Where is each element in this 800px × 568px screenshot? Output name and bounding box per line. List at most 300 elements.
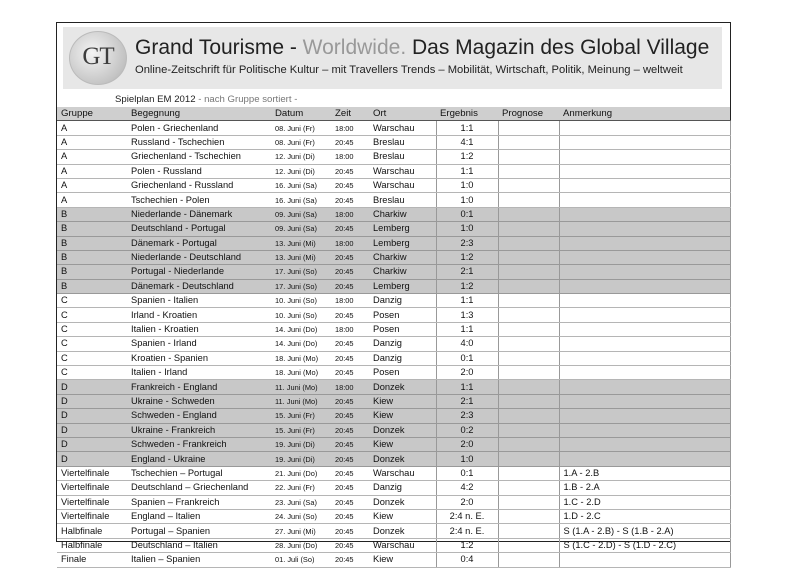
cell-gruppe: C [57, 322, 127, 336]
cell-gruppe: A [57, 193, 127, 207]
cell-datum: 08. Juni (Fr) [271, 121, 331, 135]
cell-datum: 08. Juni (Fr) [271, 135, 331, 149]
cell-begegnung: Kroatien - Spanien [127, 351, 271, 365]
cell-prognose [498, 380, 559, 394]
cell-begegnung: Tschechien - Polen [127, 193, 271, 207]
cell-gruppe: C [57, 294, 127, 308]
table-row [57, 121, 730, 135]
cell-datum: 01. Juli (So) [271, 553, 331, 567]
table-row [57, 437, 730, 451]
cell-ergebnis: 0:1 [436, 207, 498, 221]
cell-prognose [498, 337, 559, 351]
cell-zeit: 20:45 [331, 509, 369, 523]
cell-ort: Danzig [369, 337, 436, 351]
cell-gruppe: B [57, 265, 127, 279]
cell-ort: Posen [369, 308, 436, 322]
cell-ort: Warschau [369, 164, 436, 178]
cell-prognose [498, 437, 559, 451]
table-row [57, 178, 730, 192]
cell-gruppe: C [57, 308, 127, 322]
cell-zeit: 20:45 [331, 452, 369, 466]
table-row [57, 193, 730, 207]
cell-gruppe: Viertelfinale [57, 495, 127, 509]
cell-datum: 28. Juni (Do) [271, 538, 331, 552]
cell-begegnung: Frankreich - England [127, 380, 271, 394]
cell-anmerkung [559, 207, 730, 221]
cell-datum: 17. Juni (So) [271, 265, 331, 279]
cell-gruppe: D [57, 452, 127, 466]
cell-gruppe: A [57, 135, 127, 149]
cell-begegnung: Tschechien – Portugal [127, 466, 271, 480]
cell-prognose [498, 193, 559, 207]
cell-prognose [498, 236, 559, 250]
cell-zeit: 20:45 [331, 265, 369, 279]
cell-begegnung: Spanien – Frankreich [127, 495, 271, 509]
cell-datum: 15. Juni (Fr) [271, 409, 331, 423]
cell-datum: 22. Juni (Fr) [271, 481, 331, 495]
cell-anmerkung [559, 222, 730, 236]
cell-datum: 09. Juni (Sa) [271, 207, 331, 221]
cell-ergebnis: 4:0 [436, 337, 498, 351]
cell-datum: 09. Juni (Sa) [271, 222, 331, 236]
cell-zeit: 20:45 [331, 337, 369, 351]
cell-anmerkung [559, 553, 730, 567]
cell-ergebnis: 2:0 [436, 437, 498, 451]
cell-prognose [498, 509, 559, 523]
cell-ergebnis: 2:3 [436, 409, 498, 423]
cell-anmerkung: 1.D - 2.C [559, 509, 730, 523]
cell-ort: Warschau [369, 178, 436, 192]
cell-ort: Kiew [369, 509, 436, 523]
col-header-ort: Ort [369, 107, 436, 121]
cell-ort: Danzig [369, 351, 436, 365]
cell-begegnung: Dänemark - Deutschland [127, 279, 271, 293]
cell-ergebnis: 2:1 [436, 265, 498, 279]
brand-main: Grand Tourisme - [135, 36, 303, 59]
cell-zeit: 20:45 [331, 394, 369, 408]
schedule-title [115, 94, 297, 105]
cell-datum: 27. Juni (Mi) [271, 524, 331, 538]
cell-gruppe: Finale [57, 553, 127, 567]
cell-begegnung: Deutschland - Portugal [127, 222, 271, 236]
brand-gray: Worldwide. [302, 36, 407, 59]
table-row [57, 351, 730, 365]
cell-gruppe: C [57, 366, 127, 380]
cell-datum: 13. Juni (Mi) [271, 236, 331, 250]
cell-ort: Posen [369, 366, 436, 380]
cell-begegnung: England – Italien [127, 509, 271, 523]
cell-prognose [498, 452, 559, 466]
cell-prognose [498, 538, 559, 552]
cell-begegnung: Schweden - Frankreich [127, 437, 271, 451]
cell-zeit: 18:00 [331, 207, 369, 221]
cell-ort: Donzek [369, 452, 436, 466]
cell-ort: Lemberg [369, 236, 436, 250]
cell-begegnung: Spanien - Irland [127, 337, 271, 351]
cell-begegnung: Deutschland – Italien [127, 538, 271, 552]
cell-prognose [498, 265, 559, 279]
col-header-gruppe: Gruppe [57, 107, 127, 121]
cell-prognose [498, 481, 559, 495]
cell-gruppe: D [57, 423, 127, 437]
table-row [57, 452, 730, 466]
cell-prognose [498, 250, 559, 264]
cell-ort: Charkiw [369, 265, 436, 279]
cell-ort: Warschau [369, 538, 436, 552]
cell-ort: Charkiw [369, 250, 436, 264]
cell-gruppe: A [57, 150, 127, 164]
cell-ort: Danzig [369, 294, 436, 308]
cell-ergebnis: 1:0 [436, 222, 498, 236]
brand-rest: Das Magazin des Global Village [406, 36, 710, 59]
cell-begegnung: Ukraine - Schweden [127, 394, 271, 408]
cell-begegnung: Italien - Irland [127, 366, 271, 380]
cell-ergebnis: 1:3 [436, 308, 498, 322]
cell-gruppe: Viertelfinale [57, 481, 127, 495]
cell-prognose [498, 294, 559, 308]
cell-ort: Kiew [369, 394, 436, 408]
cell-ort: Charkiw [369, 207, 436, 221]
cell-zeit: 20:45 [331, 222, 369, 236]
cell-ort: Posen [369, 322, 436, 336]
cell-datum: 11. Juni (Mo) [271, 380, 331, 394]
cell-zeit: 18:00 [331, 121, 369, 135]
cell-anmerkung [559, 135, 730, 149]
cell-prognose [498, 423, 559, 437]
table-row [57, 337, 730, 351]
cell-zeit: 20:45 [331, 437, 369, 451]
cell-datum: 10. Juni (So) [271, 308, 331, 322]
cell-anmerkung: 1.A - 2.B [559, 466, 730, 480]
cell-datum: 10. Juni (So) [271, 294, 331, 308]
col-header-ergebnis: Ergebnis [436, 107, 498, 121]
table-row [57, 294, 730, 308]
cell-anmerkung: S (1.C - 2.D) - S (1.D - 2.C) [559, 538, 730, 552]
cell-gruppe: Halbfinale [57, 524, 127, 538]
table-row [57, 322, 730, 336]
table-row [57, 553, 730, 567]
document-page [56, 22, 731, 565]
cell-zeit: 20:45 [331, 524, 369, 538]
cell-begegnung: Ukraine - Frankreich [127, 423, 271, 437]
cell-gruppe: B [57, 207, 127, 221]
cell-zeit: 20:45 [331, 135, 369, 149]
cell-datum: 17. Juni (So) [271, 279, 331, 293]
cell-ergebnis: 1:1 [436, 380, 498, 394]
cell-ergebnis: 0:1 [436, 466, 498, 480]
cell-anmerkung [559, 437, 730, 451]
cell-datum: 18. Juni (Mo) [271, 351, 331, 365]
cell-anmerkung [559, 351, 730, 365]
table-row [57, 509, 730, 523]
cell-anmerkung [559, 236, 730, 250]
cell-prognose [498, 351, 559, 365]
cell-prognose [498, 164, 559, 178]
cell-prognose [498, 222, 559, 236]
cell-anmerkung [559, 337, 730, 351]
cell-ort: Donzek [369, 423, 436, 437]
cell-anmerkung [559, 150, 730, 164]
cell-datum: 18. Juni (Mo) [271, 366, 331, 380]
gt-logo-icon [69, 31, 127, 85]
cell-ergebnis: 4:2 [436, 481, 498, 495]
cell-prognose [498, 466, 559, 480]
cell-anmerkung [559, 121, 730, 135]
cell-ort: Kiew [369, 553, 436, 567]
cell-begegnung: Polen - Griechenland [127, 121, 271, 135]
cell-begegnung: Italien - Kroatien [127, 322, 271, 336]
cell-zeit: 18:00 [331, 236, 369, 250]
cell-zeit: 18:00 [331, 150, 369, 164]
cell-ergebnis: 1:2 [436, 250, 498, 264]
logo-text: GT [82, 43, 114, 70]
schedule-table [57, 107, 731, 568]
cell-datum: 23. Juni (Sa) [271, 495, 331, 509]
cell-prognose [498, 121, 559, 135]
cell-ergebnis: 1:2 [436, 279, 498, 293]
cell-datum: 12. Juni (Di) [271, 164, 331, 178]
cell-prognose [498, 322, 559, 336]
cell-ort: Donzek [369, 380, 436, 394]
cell-ort: Lemberg [369, 279, 436, 293]
cell-anmerkung [559, 294, 730, 308]
cell-prognose [498, 524, 559, 538]
cell-datum: 19. Juni (Di) [271, 452, 331, 466]
cell-zeit: 18:00 [331, 380, 369, 394]
cell-ort: Breslau [369, 150, 436, 164]
cell-ergebnis: 1:0 [436, 178, 498, 192]
cell-ergebnis: 1:0 [436, 452, 498, 466]
cell-prognose [498, 178, 559, 192]
cell-anmerkung [559, 409, 730, 423]
cell-datum: 16. Juni (Sa) [271, 193, 331, 207]
table-row [57, 207, 730, 221]
masthead [63, 27, 722, 89]
col-header-prognose: Prognose [498, 107, 559, 121]
cell-begegnung: Russland - Tschechien [127, 135, 271, 149]
cell-gruppe: D [57, 437, 127, 451]
cell-gruppe: Viertelfinale [57, 466, 127, 480]
table-row [57, 394, 730, 408]
cell-ort: Donzek [369, 524, 436, 538]
cell-anmerkung [559, 265, 730, 279]
cell-anmerkung [559, 423, 730, 437]
cell-gruppe: A [57, 178, 127, 192]
cell-zeit: 20:45 [331, 466, 369, 480]
cell-datum: 24. Juni (So) [271, 509, 331, 523]
cell-begegnung: Spanien - Italien [127, 294, 271, 308]
brand-title [135, 36, 709, 60]
cell-anmerkung [559, 322, 730, 336]
cell-ergebnis: 1:1 [436, 164, 498, 178]
table-header-row [57, 107, 730, 121]
table-row [57, 279, 730, 293]
cell-gruppe: B [57, 279, 127, 293]
cell-gruppe: C [57, 351, 127, 365]
cell-ergebnis: 1:1 [436, 294, 498, 308]
table-row [57, 380, 730, 394]
cell-zeit: 20:45 [331, 279, 369, 293]
cell-gruppe: A [57, 164, 127, 178]
table-row [57, 409, 730, 423]
cell-ort: Danzig [369, 481, 436, 495]
cell-anmerkung [559, 250, 730, 264]
cell-datum: 13. Juni (Mi) [271, 250, 331, 264]
cell-anmerkung: S (1.A - 2.B) - S (1.B - 2.A) [559, 524, 730, 538]
cell-datum: 12. Juni (Di) [271, 150, 331, 164]
schedule-sort-note: - nach Gruppe sortiert - [195, 94, 298, 105]
table-row [57, 495, 730, 509]
cell-zeit: 20:45 [331, 351, 369, 365]
cell-zeit: 20:45 [331, 366, 369, 380]
table-row [57, 423, 730, 437]
cell-ergebnis: 2:4 n. E. [436, 509, 498, 523]
cell-ergebnis: 1:0 [436, 193, 498, 207]
cell-begegnung: Portugal – Spanien [127, 524, 271, 538]
cell-gruppe: Halbfinale [57, 538, 127, 552]
cell-zeit: 18:00 [331, 294, 369, 308]
cell-ergebnis: 0:4 [436, 553, 498, 567]
cell-gruppe: B [57, 236, 127, 250]
table-row [57, 481, 730, 495]
table-row [57, 265, 730, 279]
cell-gruppe: D [57, 409, 127, 423]
cell-ergebnis: 1:1 [436, 121, 498, 135]
cell-ort: Breslau [369, 193, 436, 207]
cell-datum: 19. Juni (Di) [271, 437, 331, 451]
table-row [57, 135, 730, 149]
col-header-zeit: Zeit [331, 107, 369, 121]
cell-begegnung: Schweden - England [127, 409, 271, 423]
cell-prognose [498, 409, 559, 423]
cell-ort: Breslau [369, 135, 436, 149]
cell-ort: Kiew [369, 409, 436, 423]
cell-anmerkung [559, 279, 730, 293]
cell-prognose [498, 394, 559, 408]
cell-ort: Lemberg [369, 222, 436, 236]
col-header-anmerkung: Anmerkung [559, 107, 730, 121]
cell-ort: Donzek [369, 495, 436, 509]
cell-ergebnis: 4:1 [436, 135, 498, 149]
cell-gruppe: C [57, 337, 127, 351]
table-row [57, 524, 730, 538]
cell-prognose [498, 553, 559, 567]
table-row [57, 222, 730, 236]
cell-datum: 21. Juni (Do) [271, 466, 331, 480]
table-row [57, 164, 730, 178]
cell-zeit: 20:45 [331, 409, 369, 423]
table-row [57, 366, 730, 380]
cell-begegnung: England - Ukraine [127, 452, 271, 466]
cell-anmerkung: 1.B - 2.A [559, 481, 730, 495]
cell-gruppe: A [57, 121, 127, 135]
cell-datum: 16. Juni (Sa) [271, 178, 331, 192]
cell-begegnung: Niederlande - Dänemark [127, 207, 271, 221]
cell-anmerkung [559, 178, 730, 192]
cell-ergebnis: 1:2 [436, 538, 498, 552]
cell-ort: Warschau [369, 466, 436, 480]
cell-ergebnis: 2:3 [436, 236, 498, 250]
cell-ergebnis: 1:1 [436, 322, 498, 336]
cell-gruppe: Viertelfinale [57, 509, 127, 523]
cell-zeit: 20:45 [331, 164, 369, 178]
cell-ergebnis: 2:1 [436, 394, 498, 408]
cell-ort: Warschau [369, 121, 436, 135]
cell-ergebnis: 1:2 [436, 150, 498, 164]
cell-ergebnis: 2:4 n. E. [436, 524, 498, 538]
cell-anmerkung [559, 193, 730, 207]
cell-ergebnis: 2:0 [436, 366, 498, 380]
cell-anmerkung: 1.C - 2.D [559, 495, 730, 509]
cell-begegnung: Portugal - Niederlande [127, 265, 271, 279]
table-body [57, 121, 730, 567]
cell-ergebnis: 2:0 [436, 495, 498, 509]
cell-prognose [498, 495, 559, 509]
cell-ergebnis: 0:2 [436, 423, 498, 437]
cell-begegnung: Irland - Kroatien [127, 308, 271, 322]
cell-anmerkung [559, 380, 730, 394]
cell-zeit: 20:45 [331, 193, 369, 207]
cell-datum: 14. Juni (Do) [271, 322, 331, 336]
cell-zeit: 20:45 [331, 538, 369, 552]
cell-begegnung: Niederlande - Deutschland [127, 250, 271, 264]
col-header-datum: Datum [271, 107, 331, 121]
cell-prognose [498, 135, 559, 149]
cell-begegnung: Griechenland - Tschechien [127, 150, 271, 164]
cell-anmerkung [559, 164, 730, 178]
cell-prognose [498, 150, 559, 164]
cell-begegnung: Griechenland - Russland [127, 178, 271, 192]
col-header-begegnung: Begegnung [127, 107, 271, 121]
cell-zeit: 20:45 [331, 250, 369, 264]
table-row [57, 236, 730, 250]
cell-zeit: 20:45 [331, 423, 369, 437]
cell-zeit: 18:00 [331, 322, 369, 336]
cell-anmerkung [559, 394, 730, 408]
cell-begegnung: Italien – Spanien [127, 553, 271, 567]
cell-begegnung: Polen - Russland [127, 164, 271, 178]
cell-anmerkung [559, 366, 730, 380]
cell-gruppe: D [57, 380, 127, 394]
table-row [57, 466, 730, 480]
cell-prognose [498, 366, 559, 380]
cell-ergebnis: 0:1 [436, 351, 498, 365]
schedule-title-main: Spielplan EM 2012 [115, 94, 196, 105]
cell-anmerkung [559, 452, 730, 466]
tagline: Online-Zeitschrift für Politische Kultur – mit Travellers Trends – Mobilität, Wirtschaft, Politik, Meinung – weltweit [135, 64, 683, 76]
table-row [57, 308, 730, 322]
table-row [57, 150, 730, 164]
cell-gruppe: B [57, 250, 127, 264]
cell-begegnung: Dänemark - Portugal [127, 236, 271, 250]
cell-zeit: 20:45 [331, 308, 369, 322]
cell-datum: 11. Juni (Mo) [271, 394, 331, 408]
cell-zeit: 20:45 [331, 481, 369, 495]
cell-begegnung: Deutschland – Griechenland [127, 481, 271, 495]
cell-gruppe: D [57, 394, 127, 408]
cell-gruppe: B [57, 222, 127, 236]
cell-prognose [498, 279, 559, 293]
cell-prognose [498, 207, 559, 221]
cell-datum: 15. Juni (Fr) [271, 423, 331, 437]
table-row [57, 538, 730, 552]
cell-zeit: 20:45 [331, 178, 369, 192]
cell-zeit: 20:45 [331, 495, 369, 509]
cell-zeit: 20:45 [331, 553, 369, 567]
cell-prognose [498, 308, 559, 322]
table-row [57, 250, 730, 264]
cell-datum: 14. Juni (Do) [271, 337, 331, 351]
